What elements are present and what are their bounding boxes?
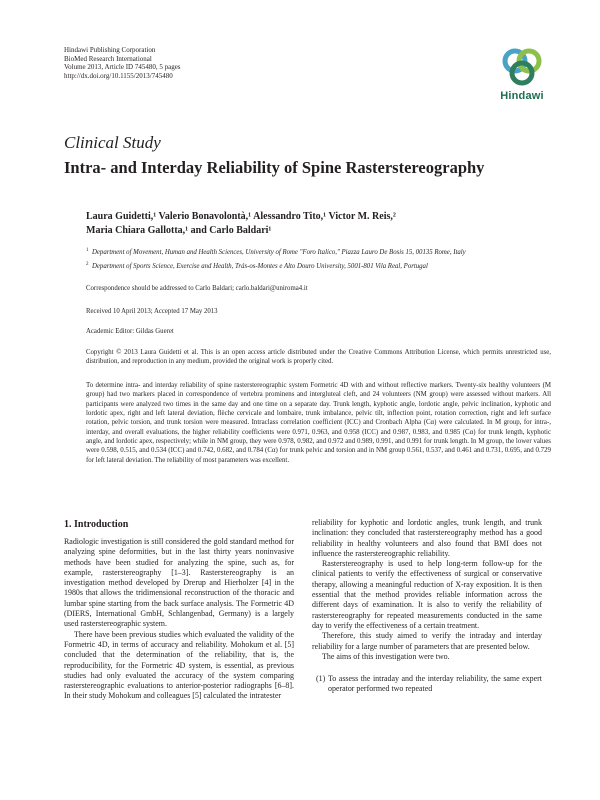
aims-list-item xyxy=(312,674,542,695)
affiliation-1-text: Department of Movement, Human and Health Sciences, University of Rome "Foro Italico," Piazza Lauro De Bosis 15, 00135 Rome, Italy xyxy=(92,249,466,256)
publisher-name: Hindawi Publishing Corporation xyxy=(64,46,156,54)
hindawi-logo xyxy=(496,44,548,104)
intro-paragraph-6: The aims of this investigation were two. xyxy=(322,651,450,661)
intro-paragraph-3: reliability for kyphotic and lordotic angles, trunk length, and trunk inclination: they concluded that rasterstereography method has a good reliability in healthy volunteers and also found that BMI does not influence the rasterstereographic reliability. xyxy=(312,518,542,558)
abstract-text: To determine intra- and interday reliability of spine rasterstereographic system Formetric 4D with and without reflective markers. Twenty-six healthy volunteers (M group) had two markers placed in correspondence of vertebra prominens and intergluteal cleft, and 24 volunteers (NM group) were assessed without markers. All participants were analyzed two times in the same day and one time on a separate day. Trunk length, kyphotic angle, lordotic angle, pelvic inclination, kyphotic and lordotic apex, right and left lateral deviation, flèche cervicale and lombaire, trunk imbalance, pelvic tilt, inflection point, rotation correction, right and left surface rotation, pelvic torsion, and trunk torsion were measured. Intraclass correlation coefficient (ICC) and Cronbach Alpha (Cα) were calculated. In M group, for intra-, interday, and overall evaluations, the higher reliability coefficients were 0.971, 0.963, and 0.958 (ICC) and 0.987, 0.983, and 0.985 (Cα) for trunk length, kyphotic angle, and lordotic apex, respectively; while in NM group, they were 0.978, 0.982, and 0.972 and 0.989, 0.991, and 0.991 for trunk length. In M group, the lower values were 0.598, 0.515, and 0.534 (ICC) and 0.742, 0.682, and 0.784 (Cα) for trunk pelvic and torsion and in NM group 0.561, 0.537, and 0.461 and 0.731, 0.695, and 0.729 for left lateral deviation. The reliability of most parameters was excellent. xyxy=(86,382,551,464)
doi-link[interactable]: http://dx.doi.org/10.1155/2013/745480 xyxy=(64,71,173,80)
correspondence: Correspondence should be addressed to Carlo Baldari; carlo.baldari@uniroma4.it xyxy=(86,285,308,292)
intro-paragraph-2: There have been previous studies which evaluated the validity of the Formetric 4D, in terms of accuracy and reliability. Mohokum et al. [5] concluded that the determination of the reliability, that is, the reproducibility, for the Formetric 4D system, is essential, as previous studies had only evaluated the accuracy of the system comparing rasterstereographic evaluations to anterior-posterior radiographs [6–8]. In their study Mohokum and colleagues [5] calculated the intratester xyxy=(64,629,294,701)
authors-line-1: Laura Guidetti,¹ Valerio Bonavolontà,¹ Alessandro Tito,¹ Victor M. Reis,² xyxy=(86,211,396,222)
affiliation-2-number: 2 xyxy=(86,262,89,267)
academic-editor: Academic Editor: Gildas Gueret xyxy=(86,328,174,335)
hindawi-logo-text: Hindawi xyxy=(500,90,544,102)
intro-paragraph-4: Rasterstereography is used to help long-term follow-up for the clinical patients to verify the effectiveness of surgical or conservative therapy, allowing a meaningful reduction of X-ray exposition. It is then essential that the method provides reliable information across the different days of examination. It is also to verify the reliability of rasterstereography for repeated measurements conducted in the same day to verify the effectiveness of a certain treatment. xyxy=(312,559,542,630)
authors-line-2: Maria Chiara Gallotta,¹ and Carlo Baldari¹ xyxy=(86,225,272,236)
article-title: Intra- and Interday Reliability of Spine Rasterstereography xyxy=(64,158,485,177)
author-list xyxy=(86,210,396,238)
affiliation-2-text: Department of Sports Science, Exercise and Health, Trás-os-Montes e Alto Douro University, 5001-801 Vila Real, Portugal xyxy=(92,263,428,270)
volume-info: Volume 2013, Article ID 745480, 5 pages xyxy=(64,63,181,72)
left-column xyxy=(64,537,294,702)
section-heading: 1. Introduction xyxy=(64,519,129,530)
list-item-number: (1) xyxy=(316,674,326,684)
intro-paragraph-5: Therefore, this study aimed to verify the intraday and interday reliability for a large number of parameters that are presented below. xyxy=(312,631,542,651)
copyright-notice: Copyright © 2013 Laura Guidetti et al. This is an open access article distributed under the Creative Commons Attribution License, which permits unrestricted use, distribution, and reproduction in any medium, provided the original work is properly cited. xyxy=(86,349,551,366)
list-item-text: To assess the intraday and the interday reliability, the same expert operator performed two repeated xyxy=(328,674,542,694)
intro-paragraph-1: Radiologic investigation is still considered the gold standard method for analyzing spine deformities, but in the last thirty years noninvasive methods have been studied for analyzing the spine, such as, for example, rasterstereography [1–3]. Rasterstereography is an investigation method developed by Drerup and Hierholzer [4] in the 1980s that allows the tridimensional reconstruction of the thoracic and lumbar spine starting from the back surface analysis. The Formetric 4D (DIERS, International GmbH, Schlangenbad, Germany) is a largely used rasterstereographic system. xyxy=(64,537,294,629)
affiliation-1 xyxy=(86,248,546,257)
journal-name: BioMed Research International xyxy=(64,54,152,63)
right-column xyxy=(312,518,542,695)
affiliations xyxy=(86,248,546,276)
study-type: Clinical Study xyxy=(64,133,161,152)
hindawi-logo-mark xyxy=(496,44,548,90)
affiliation-2 xyxy=(86,262,546,271)
received-date: Received 10 April 2013; Accepted 17 May 2013 xyxy=(86,308,218,315)
running-header xyxy=(64,46,181,80)
affiliation-1-number: 1 xyxy=(86,248,89,253)
